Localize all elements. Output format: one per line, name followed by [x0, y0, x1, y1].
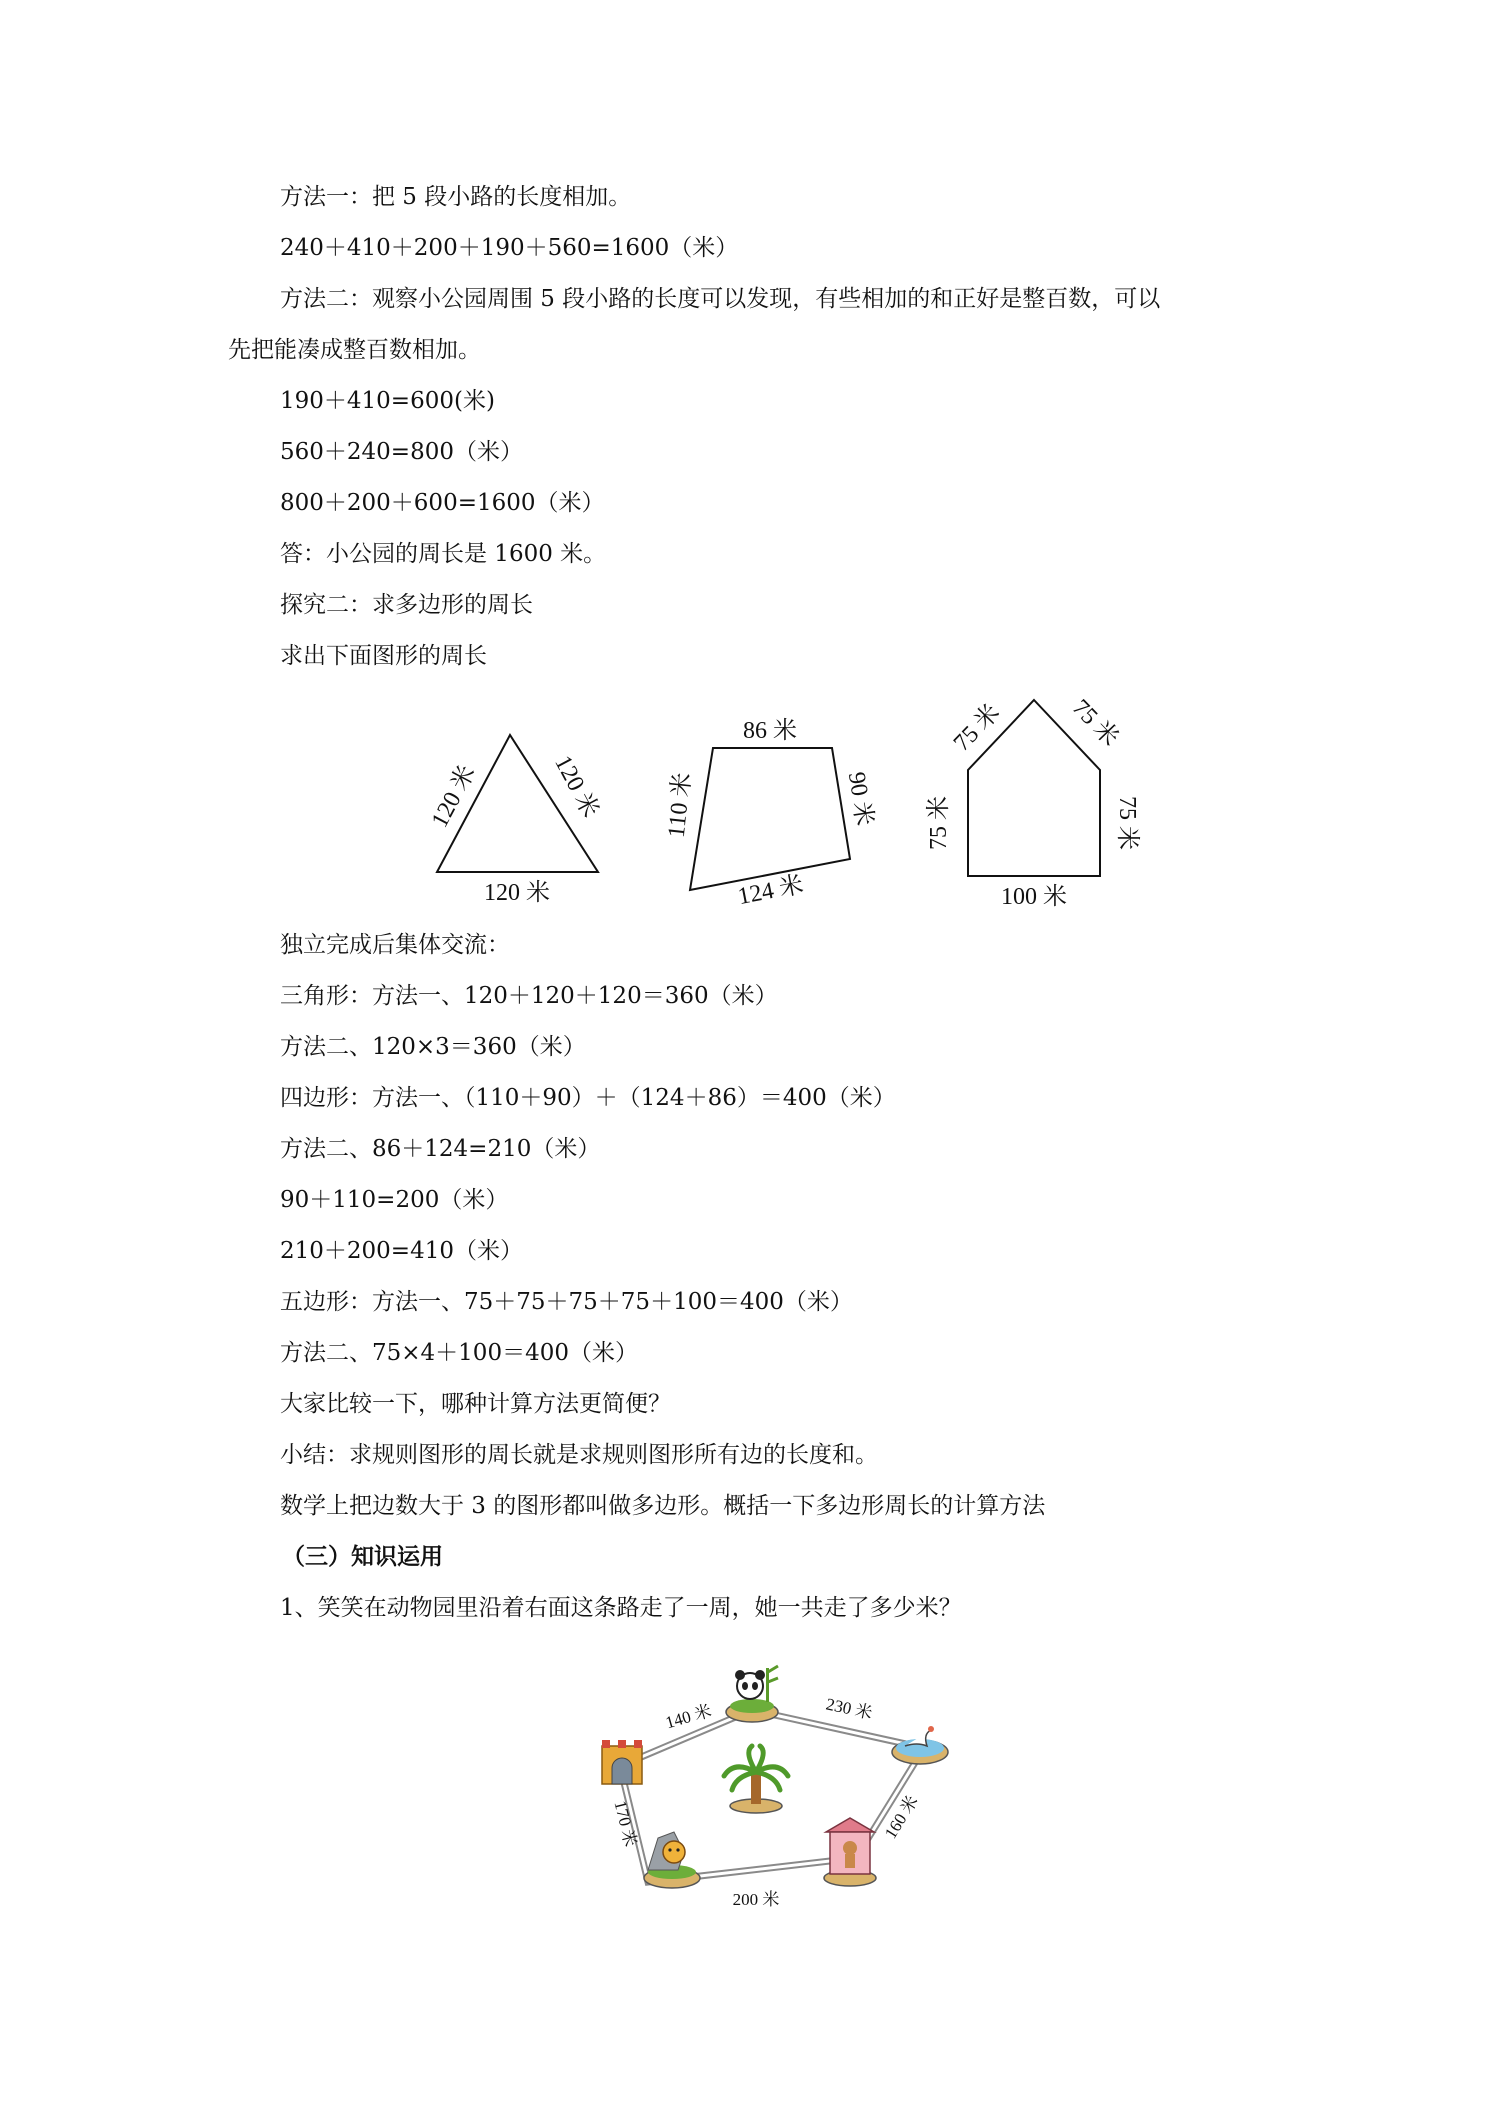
- text-line-step1: 190＋410=600(米): [280, 388, 495, 414]
- pentagon-right-label: 75 米: [1114, 796, 1140, 850]
- polygon-figures: [0, 690, 1488, 930]
- path-label-left: 170 米: [610, 1798, 641, 1849]
- triangle-left-label: 120 米: [426, 761, 481, 832]
- text-line-step2: 560＋240=800（米）: [280, 439, 523, 465]
- text-line-polygon-def: 数学上把边数大于 3 的图形都叫做多边形。概括一下多边形周长的计算方法: [280, 1493, 1046, 1519]
- path-label-top-right: 230 米: [824, 1694, 874, 1723]
- swan-station-icon: [892, 1726, 948, 1764]
- path-label-bottom: 200 米: [732, 1890, 780, 1909]
- pentagon-roof-left-label: 75 米: [948, 699, 1006, 757]
- text-line-compare: 大家比较一下，哪种计算方法更简便？: [280, 1391, 671, 1417]
- text-line-pentagon-m1: 五边形：方法一、75＋75＋75＋75＋100＝400（米）: [280, 1289, 853, 1315]
- triangle-figure: [426, 735, 604, 906]
- text-line-method1: 方法一：把 5 段小路的长度相加。: [280, 184, 632, 210]
- palm-tree-icon: [724, 1746, 788, 1813]
- text-line-method2: 方法二：观察小公园周围 5 段小路的长度可以发现，有些相加的和正好是整百数，可以: [280, 286, 1161, 312]
- castle-gate-icon: [602, 1740, 642, 1784]
- quadrilateral-figure: [663, 717, 878, 910]
- pentagon-bottom-label: 100 米: [1001, 884, 1067, 910]
- quad-left-label: 110 米: [663, 771, 697, 840]
- quad-bottom-label: 124 米: [735, 872, 806, 911]
- text-line-exchange: 独立完成后集体交流：: [280, 932, 510, 958]
- text-line-method2-cont: 先把能凑成整百数相加。: [228, 337, 481, 363]
- text-line-quad-m2-step3: 210＋200=410（米）: [280, 1238, 523, 1264]
- text-line-quad-m2-step2: 90＋110=200（米）: [280, 1187, 509, 1213]
- text-line-pentagon-m2: 方法二、75×4＋100＝400（米）: [280, 1340, 638, 1366]
- text-line-explore2: 探究二：求多边形的周长: [280, 592, 533, 618]
- text-line-triangle-m1: 三角形：方法一、120＋120＋120＝360（米）: [280, 983, 778, 1009]
- pentagon-figure: [925, 694, 1141, 910]
- text-line-answer: 答：小公园的周长是 1600 米。: [280, 541, 607, 567]
- tiger-station-icon: [644, 1832, 700, 1888]
- zoo-map: [0, 1640, 1488, 1920]
- pentagon-roof-right-label: 75 米: [1066, 694, 1124, 752]
- text-line-step3: 800＋200＋600=1600（米）: [280, 490, 605, 516]
- path-label-top-left: 140 米: [663, 1701, 714, 1733]
- text-line-quad-m2: 方法二、86＋124=210（米）: [280, 1136, 601, 1162]
- text-line-quad-m1: 四边形：方法一、（110＋90）＋（124＋86）＝400（米）: [280, 1085, 896, 1111]
- panda-station-icon: [726, 1666, 778, 1722]
- text-line-equation1: 240＋410＋200＋190＋560=1600（米）: [280, 235, 739, 261]
- triangle-right-label: 120 米: [549, 751, 604, 822]
- question-1: 1、笑笑在动物园里沿着右面这条路走了一周，她一共走了多少米？: [280, 1595, 962, 1621]
- text-line-triangle-m2: 方法二、120×3＝360（米）: [280, 1034, 586, 1060]
- text-line-summary: 小结：求规则图形的周长就是求规则图形所有边的长度和。: [280, 1442, 878, 1468]
- path-label-right: 160 米: [880, 1792, 922, 1842]
- quad-top-label: 86 米: [743, 718, 797, 744]
- quad-right-label: 90 米: [842, 770, 877, 828]
- monkey-house-icon: [824, 1818, 876, 1886]
- pentagon-left-label: 75 米: [926, 796, 952, 850]
- text-line-instruction: 求出下面图形的周长: [280, 643, 487, 669]
- triangle-bottom-label: 120 米: [484, 880, 550, 906]
- section-heading: （三）知识运用: [282, 1543, 443, 1570]
